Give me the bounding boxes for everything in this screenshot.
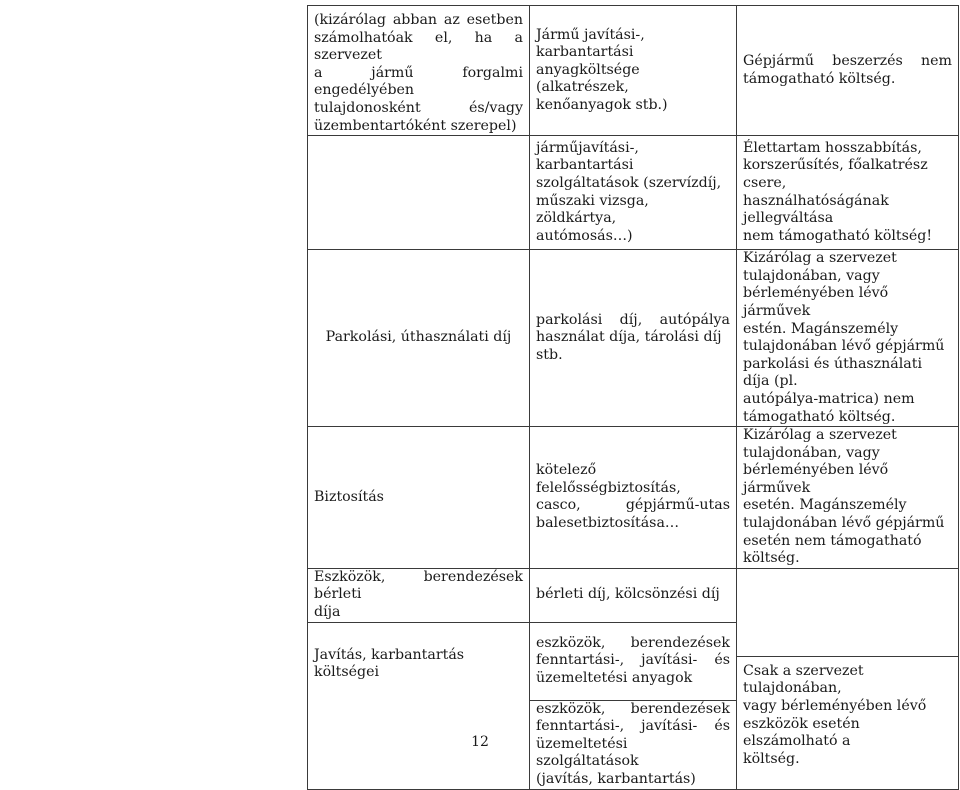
cell-text-line: kötelező felelősségbiztosítás, <box>536 462 681 496</box>
cell-text-line: (javítás, karbantartás) <box>536 771 696 787</box>
cell-text-line: Csak a szervezet tulajdonában, <box>743 662 864 697</box>
cell-text-line: Kizárólag a szervezet <box>743 427 897 444</box>
cell-text-line: költség. <box>743 750 800 767</box>
cell-vehicle-repair-materials <box>530 6 737 136</box>
cell-text-line: üzemeltetési anyagok <box>536 669 693 686</box>
cell-text-line: balesetbiztosítása… <box>536 515 680 532</box>
cell-empty <box>308 136 530 250</box>
cell-text-line: esetén. Magánszemély <box>743 497 907 514</box>
cell-text-line: (kizárólag abban az esetben <box>314 12 523 28</box>
cell-text-line: casco, gépjármű-utas <box>536 497 730 514</box>
cell-text-line: számolhatóak el, ha a szervezet <box>314 29 523 64</box>
cell-text-line: eszközök, berendezések <box>536 700 730 717</box>
cell-text-line: Javítás, karbantartás költségei <box>314 646 465 681</box>
cell-text-line: nem támogatható költség! <box>743 227 933 244</box>
cell-text-line: anyagköltsége (alkatrészek, <box>536 61 640 96</box>
cell-text-line: Biztosítás <box>314 488 384 505</box>
cell-text-line: bérleményében lévő járművek <box>743 462 889 496</box>
cell-text-line: tulajdonában, vagy <box>743 444 880 461</box>
cell-text-line: bérleti díj, kölcsönzési díj <box>536 586 720 603</box>
cell-text-line: Jármű javítási-, karbantartási <box>536 26 645 61</box>
cell-rental-details <box>530 568 737 622</box>
cell-insurance <box>308 427 530 569</box>
cost-table <box>307 5 959 790</box>
cell-equipment-rental <box>308 568 530 622</box>
cell-text-line: fenntartási-, javítási- és <box>536 652 730 669</box>
cell-insurance-note <box>737 427 959 569</box>
cell-text-line: üzemeltetési szolgáltatások <box>536 735 639 770</box>
table-row <box>308 568 959 622</box>
cell-repair-costs <box>308 622 530 789</box>
cell-vehicle-purchase-note <box>737 6 959 136</box>
cell-text-line: Gépjármű beszerzés nem <box>743 52 952 69</box>
cell-text-line: eszközök esetén elszámolható a <box>743 715 860 750</box>
cell-text-line: kenőanyagok stb.) <box>536 96 668 113</box>
cell-text-line: parkolási díj, autópálya <box>536 311 730 328</box>
cell-divider <box>737 569 958 657</box>
cell-text-line: estén. Magánszemély <box>743 320 899 337</box>
cell-vehicle-repair-services <box>530 136 737 250</box>
cell-text-line: korszerűsítés, főalkatrész csere, <box>743 157 928 192</box>
cell-text-line: használhatóságának jellegváltása <box>743 192 889 227</box>
cell-text-line: esetén nem támogatható költség. <box>743 532 922 567</box>
cell-text-line: vagy bérleményében lévő <box>743 698 927 715</box>
cell-insurance-details <box>530 427 737 569</box>
cell-text-line: autópálya-matrica) nem <box>743 390 915 407</box>
equipment-note-text <box>743 657 952 769</box>
cell-parking-fee <box>308 250 530 427</box>
cell-text-line: díja <box>314 604 341 621</box>
table-row <box>308 427 959 569</box>
cell-text-line: tulajdonában, vagy <box>743 267 880 284</box>
cell-text-line: parkolási és úthasználati díja (pl. <box>743 355 922 390</box>
cell-equipment-note <box>737 568 959 789</box>
cell-parking-details <box>530 250 737 427</box>
cell-text-line: támogatható költség. <box>743 70 896 87</box>
table-row <box>308 250 959 427</box>
cell-text-line: Kizárólag a szervezet <box>743 250 897 267</box>
cell-text-line: tulajdonában lévő gépjármű <box>743 338 945 355</box>
cell-text-line: Élettartam hosszabbítás, <box>743 139 922 156</box>
cell-text-line: használat díja, tárolási díj stb. <box>536 329 722 363</box>
cell-text-line: Parkolási, úthasználati díj <box>325 329 512 346</box>
cell-parking-note <box>737 250 959 427</box>
cell-repair-materials <box>530 622 737 700</box>
cell-text-line: autómosás…) <box>536 227 633 244</box>
cell-text-line: tulajdonában lévő gépjármű <box>743 515 945 532</box>
cell-text-line: fenntartási-, javítási- és <box>536 718 730 735</box>
table-row <box>308 136 959 250</box>
cell-text-line: eszközök, berendezések <box>536 634 730 651</box>
cell-text-line: műszaki vizsga, zöldkártya, <box>536 192 649 227</box>
cell-text-line: támogatható költség. <box>743 408 896 425</box>
cell-vehicle-condition <box>308 6 530 136</box>
cell-text-line: tulajdonosként és/vagy <box>314 99 523 116</box>
cell-text-line: Eszközök, berendezések bérleti <box>314 568 523 603</box>
cell-text-line: járműjavítási-, karbantartási <box>536 139 639 174</box>
cell-text-line: üzembentartóként szerepel) <box>314 117 517 134</box>
cell-text-line: a jármű forgalmi engedélyében <box>314 64 523 99</box>
cell-text-line: bérleményében lévő járművek <box>743 285 889 319</box>
cell-lifetime-extension-note <box>737 136 959 250</box>
cell-text-line: szolgáltatások (szervízdíj, <box>536 175 722 192</box>
page-number: 12 <box>471 734 489 750</box>
table-row <box>308 6 959 136</box>
